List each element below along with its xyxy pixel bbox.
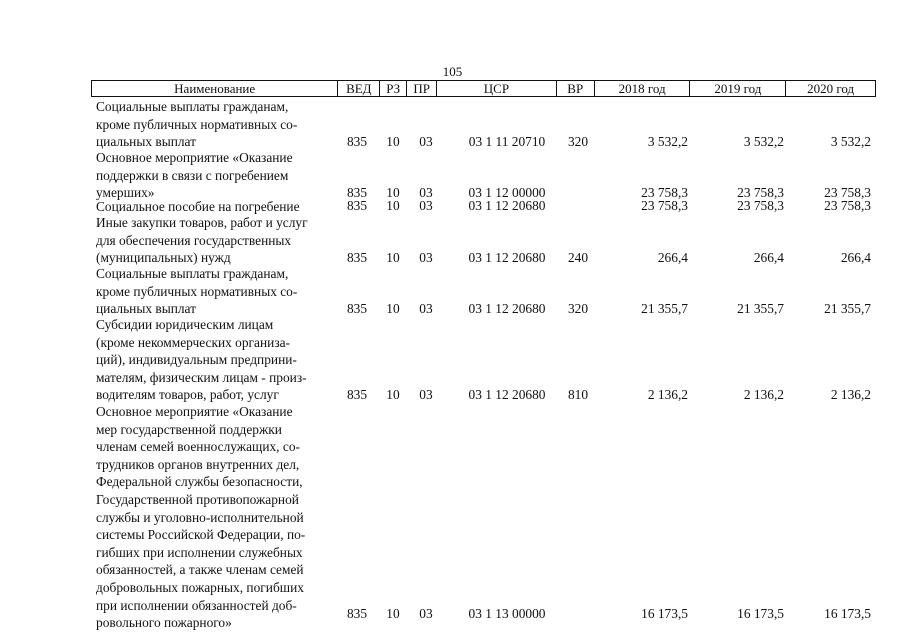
header-2018: 2018 год <box>595 81 691 96</box>
header-csr: ЦСР <box>437 81 557 96</box>
row-2020: 16 173,5 <box>824 606 871 622</box>
row-2018: 23 758,3 <box>641 185 688 201</box>
row-csr: 03 1 12 20680 <box>468 301 546 317</box>
header-ved: ВЕД <box>338 81 380 96</box>
row-2019: 23 758,3 <box>737 185 784 201</box>
row-ved: 835 <box>346 606 368 622</box>
row-name: Субсидии юридическим лицам (кроме некоммерческих организа- ций), индивидуальным предприни- мателям, физическим лицам - произ- водителям товаров, работ, услуг <box>96 317 307 403</box>
row-name: Основное мероприятие «Оказание мер государственной поддержки членам семей военнослужащих, со- трудников органов внутренних дел, Федеральной службы безопасности, Государственной противопожарной службы и уголовно-исполнительной системы Российской Федерации, по- гибших при исполнении служебных обязанностей, а также членам семей добровольных пожарных, погибших при исполнении обязанностей доб- ровольного пожарного» <box>96 404 306 631</box>
row-rz: 10 <box>386 250 400 266</box>
row-2020: 2 136,2 <box>830 387 871 403</box>
row-2020: 21 355,7 <box>824 301 871 317</box>
row-vr: 240 <box>567 250 589 266</box>
row-2018: 3 532,2 <box>647 134 688 150</box>
row-rz: 10 <box>386 134 400 150</box>
row-csr: 03 1 11 20710 <box>468 134 546 150</box>
row-vr: 320 <box>567 134 589 150</box>
header-name: Наименование <box>92 81 338 96</box>
table-row <box>91 149 876 202</box>
table-row <box>91 198 876 215</box>
row-2019: 266,4 <box>753 250 784 266</box>
header-vr: ВР <box>557 81 595 96</box>
row-2019: 23 758,3 <box>737 198 784 214</box>
row-2020: 3 532,2 <box>830 134 871 150</box>
row-2019: 2 136,2 <box>743 387 784 403</box>
row-name: Основное мероприятие «Оказание поддержки в связи с погребением умерших» <box>96 150 293 201</box>
row-pr: 03 <box>419 134 433 150</box>
row-rz: 10 <box>386 301 400 317</box>
table-row <box>91 214 876 267</box>
row-pr: 03 <box>419 250 433 266</box>
row-ved: 835 <box>346 198 368 214</box>
row-2019: 3 532,2 <box>743 134 784 150</box>
row-rz: 10 <box>386 185 400 201</box>
row-pr: 03 <box>419 606 433 622</box>
row-rz: 10 <box>386 387 400 403</box>
row-2019: 16 173,5 <box>737 606 784 622</box>
row-2018: 23 758,3 <box>641 198 688 214</box>
row-csr: 03 1 12 20680 <box>468 387 546 403</box>
row-ved: 835 <box>346 250 368 266</box>
row-csr: 03 1 12 20680 <box>468 250 546 266</box>
header-2020: 2020 год <box>807 81 855 96</box>
page-number: 105 <box>442 64 463 79</box>
row-rz: 10 <box>386 198 400 214</box>
row-ved: 835 <box>346 134 368 150</box>
row-rz: 10 <box>386 606 400 622</box>
table-header <box>91 80 876 97</box>
row-name: Социальные выплаты гражданам, кроме публичных нормативных со- циальных выплат <box>96 99 298 150</box>
table-row <box>91 316 876 404</box>
row-csr: 03 1 12 20680 <box>468 198 546 214</box>
row-2020: 23 758,3 <box>824 198 871 214</box>
row-pr: 03 <box>419 185 433 201</box>
row-pr: 03 <box>419 387 433 403</box>
table-row <box>91 98 876 151</box>
header-rz: РЗ <box>380 81 407 96</box>
row-name: Социальные выплаты гражданам, кроме публичных нормативных со- циальных выплат <box>96 266 298 317</box>
header-2019: 2019 год <box>690 81 786 96</box>
row-2020: 266,4 <box>840 250 871 266</box>
row-vr: 320 <box>567 301 589 317</box>
row-pr: 03 <box>419 198 433 214</box>
row-ved: 835 <box>346 185 368 201</box>
table-row <box>91 265 876 318</box>
row-name: Социальное пособие на погребение <box>96 199 300 214</box>
table-row <box>91 403 876 631</box>
row-ved: 835 <box>346 387 368 403</box>
row-csr: 03 1 12 00000 <box>468 185 546 201</box>
row-2018: 21 355,7 <box>641 301 688 317</box>
row-pr: 03 <box>419 301 433 317</box>
row-csr: 03 1 13 00000 <box>468 606 546 622</box>
row-2018: 16 173,5 <box>641 606 688 622</box>
header-pr: ПР <box>407 81 437 96</box>
row-name: Иные закупки товаров, работ и услуг для обеспечения государственных (муниципальных) нужд <box>96 215 308 266</box>
row-2018: 266,4 <box>657 250 688 266</box>
row-ved: 835 <box>346 301 368 317</box>
row-2020: 23 758,3 <box>824 185 871 201</box>
row-2019: 21 355,7 <box>737 301 784 317</box>
row-2018: 2 136,2 <box>647 387 688 403</box>
row-vr: 810 <box>567 387 589 403</box>
